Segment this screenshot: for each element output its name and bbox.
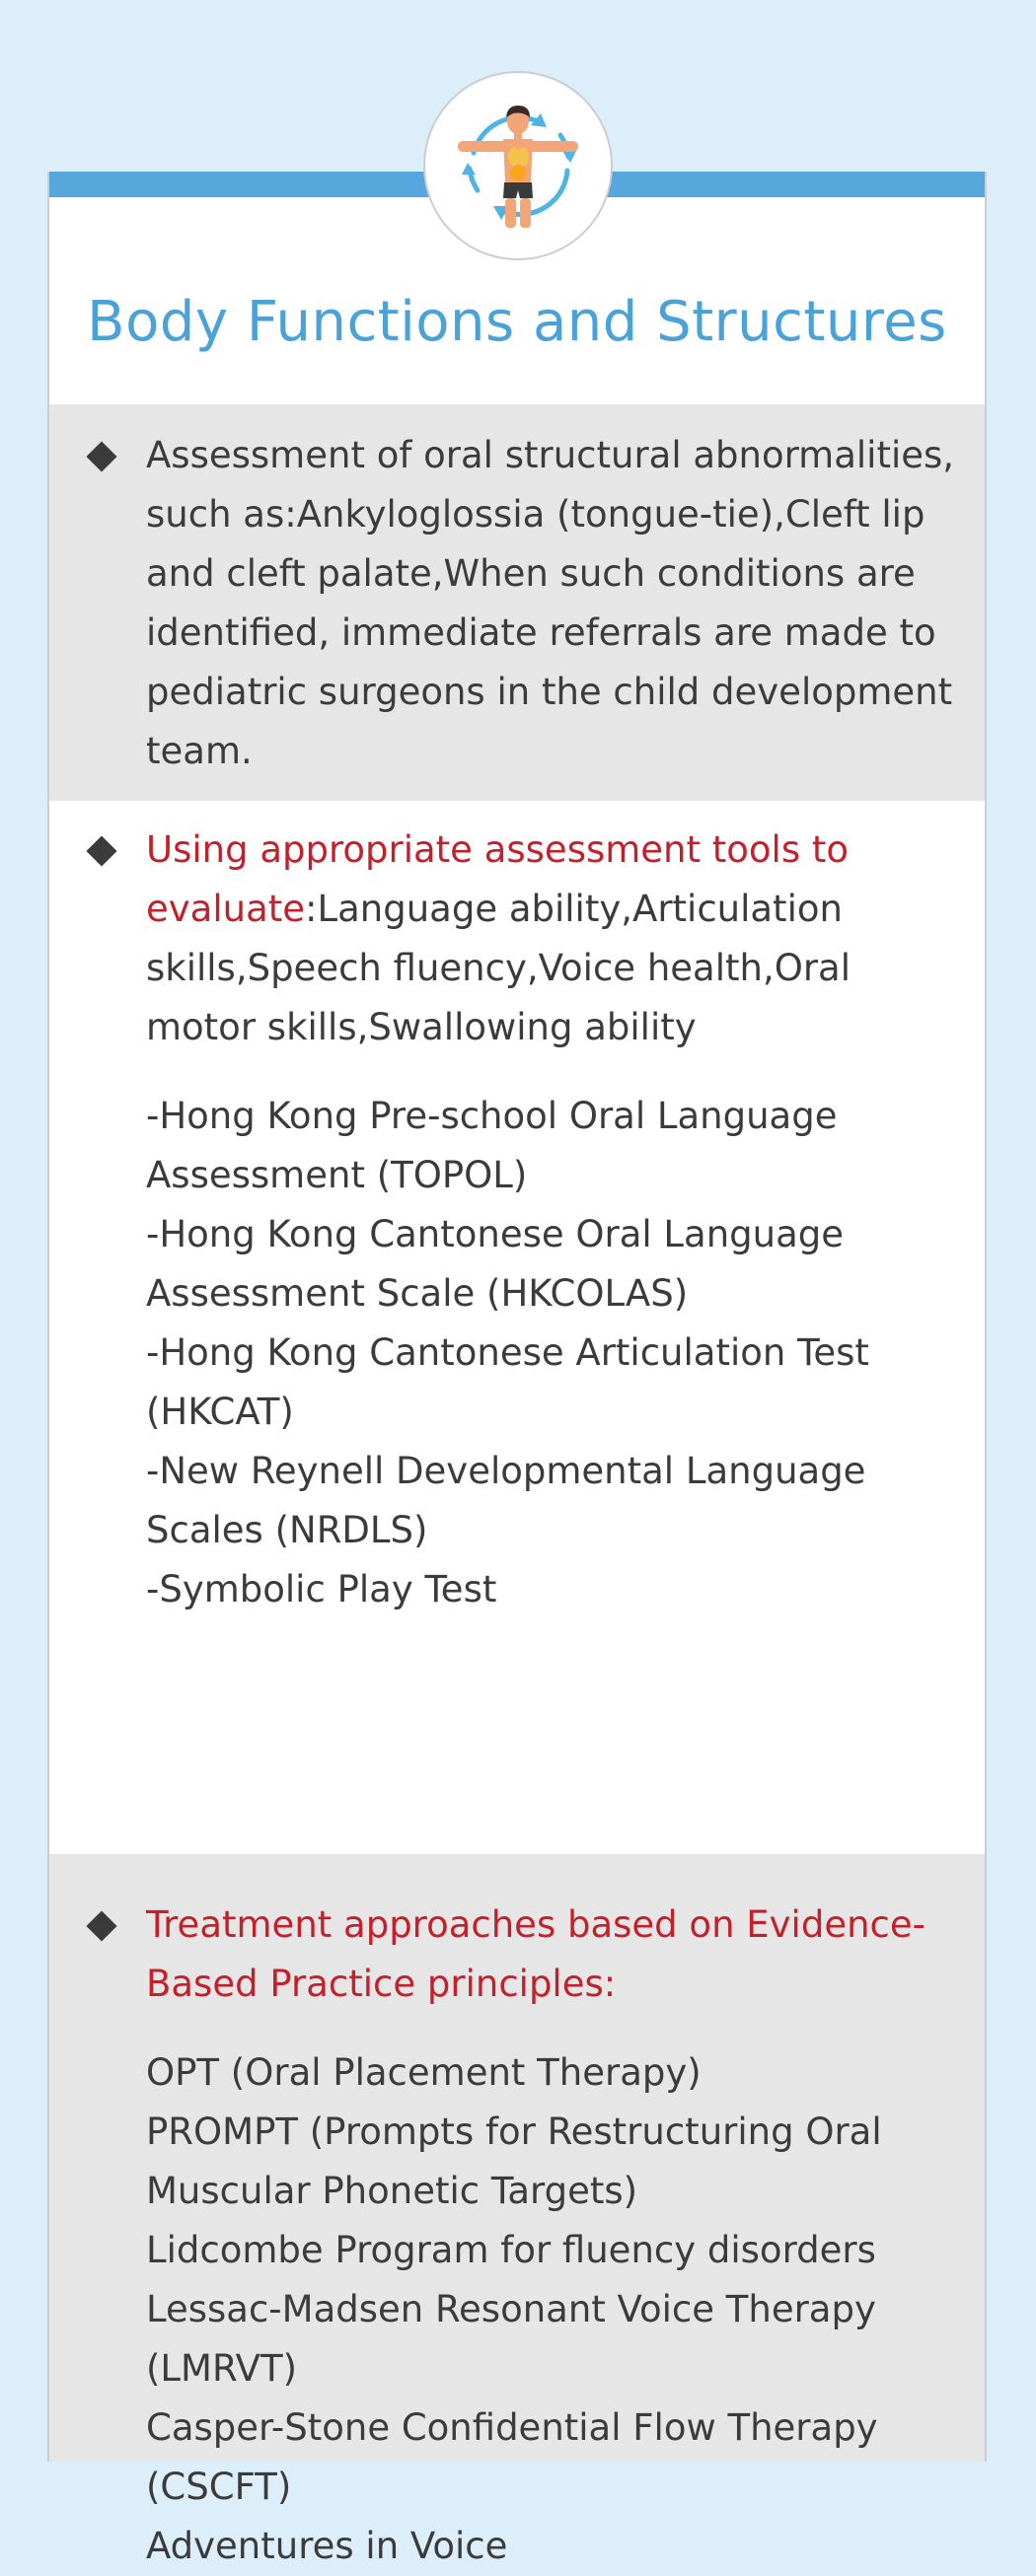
list-item: Casper-Stone Confidential Flow Therapy (CSCFT) <box>146 2406 878 2508</box>
list-item: Lessac-Madsen Resonant Voice Therapy (LMRVT) <box>146 2288 876 2390</box>
section-structural-assessment <box>49 404 985 801</box>
list-item: -Symbolic Play Test <box>146 1568 497 1610</box>
list-item: -Hong Kong Cantonese Oral Language Assessment Scale (HKCOLAS) <box>146 1213 845 1315</box>
list-item: -New Reynell Developmental Language Scales (NRDLS) <box>146 1450 866 1551</box>
assessment-abilities: :Language ability,Articulation skills,Speech fluency,Voice health,Oral motor skills,Swallowing ability <box>146 888 851 1048</box>
list-item: PROMPT (Prompts for Restructuring Oral Muscular Phonetic Targets) <box>146 2111 882 2212</box>
list-item: Lidcombe Program for fluency disorders <box>146 2229 876 2271</box>
list-item: OPT (Oral Placement Therapy) <box>146 2051 702 2094</box>
list-item: -Hong Kong Pre-school Oral Language Assessment (TOPOL) <box>146 1095 838 1196</box>
page-title: Body Functions and Structures <box>87 290 947 354</box>
assessment-intro <box>146 821 955 1057</box>
diamond-bullet-icon <box>86 1910 116 1941</box>
content-card <box>47 172 987 2567</box>
section-treatment-approaches <box>49 1854 985 2567</box>
treatment-approaches-list <box>146 2043 955 2576</box>
human-body-icon <box>444 92 592 240</box>
treatment-highlight: Treatment approaches based on Evidence-Based Practice principles: <box>146 1903 925 2005</box>
assessment-highlight: Using appropriate assessment tools to evaluate <box>146 828 850 930</box>
list-item: -Hong Kong Cantonese Articulation Test (HKCAT) <box>146 1331 869 1433</box>
human-body-icon-badge <box>423 71 613 260</box>
list-item: Adventures in Voice <box>146 2525 508 2567</box>
structural-assessment-text: Assessment of oral structural abnormalities, such as:Ankyloglossia (tongue-tie),Cleft lip and cleft palate,When such conditions are identified, immediate referrals are made to pediatric surgeons in the child development team. <box>146 434 955 772</box>
section-assessment-tools <box>49 801 985 1854</box>
assessment-tools-list <box>146 1087 955 1619</box>
diamond-bullet-icon <box>86 441 116 471</box>
diamond-bullet-icon <box>86 835 116 866</box>
